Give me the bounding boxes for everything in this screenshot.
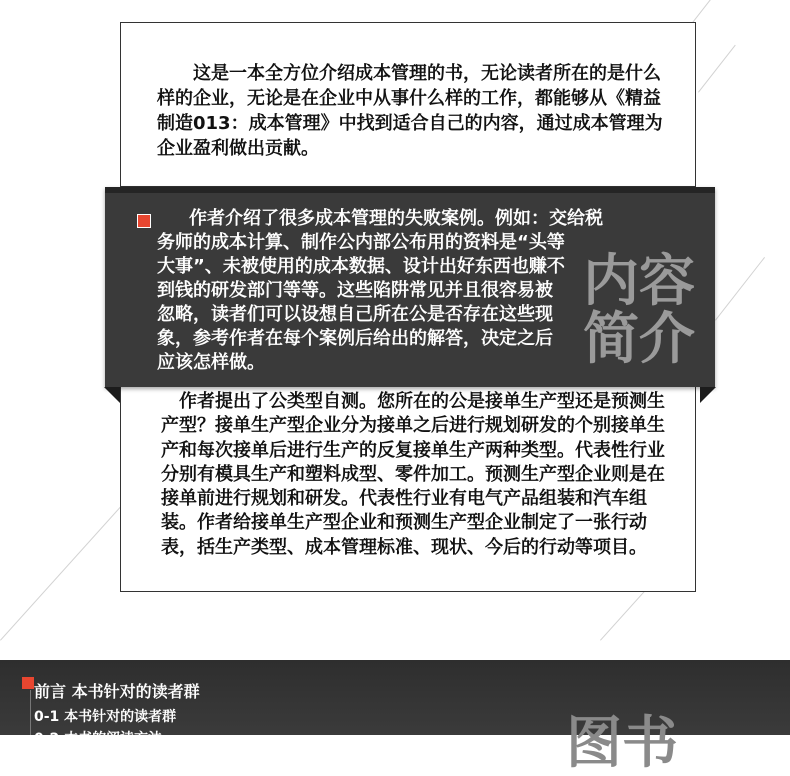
- panel-top-stripe: [105, 187, 715, 193]
- red-square-marker-icon: [22, 677, 34, 689]
- panel-fold-left: [104, 387, 120, 403]
- decorative-line: [698, 45, 736, 93]
- table-of-contents: [0, 660, 790, 776]
- decorative-line: [690, 0, 749, 26]
- intro-box-top: [120, 22, 696, 187]
- intro-paragraph-2-rest: 务师的成本计算、制作公内部公布用的资料是“头等大事”、未被使用的成本数据、设计出好东西也赚不到钱的研发部门等等。这些陷阱常见并且很容易被忽略，读者们可以设想自己所在公是否存在这些现象，参考作者在每个案例后给出的解答，决定之后应该怎样做。: [157, 232, 565, 373]
- intro-paragraph-3: 作者提出了公类型自测。您所在的公是接单生产型还是预测生产型？接单生产型企业分为接单之后进行规划研发的个别接单生产和每次接单后进行生产的反复接单生产两种类型。代表性行业分别有模具生产和塑料成型、零件加工。预测生产型企业则是在接单前进行规划和研发。代表性行业有电气产品组装和汽车组装。作者给接单生产型企业和预测生产型企业制定了一张行动表，括生产类型、成本管理标准、现状、今后的行动等项目。: [161, 391, 665, 558]
- toc-heading: 前言 本书针对的读者群: [34, 682, 200, 701]
- toc-item: 0-2 本书的阅读方法: [34, 731, 163, 747]
- decorative-line: [0, 506, 121, 640]
- section-title-line-2: 简介: [583, 307, 695, 372]
- red-square-bullet-icon: [137, 214, 151, 228]
- toc-vertical-rule: [30, 690, 31, 735]
- decorative-line: [715, 257, 765, 321]
- panel-fold-right: [700, 387, 716, 403]
- intro-box-bottom: [120, 387, 696, 592]
- section-title-line-1: 内容: [583, 249, 695, 314]
- toc-section-title: 图书: [566, 711, 678, 776]
- intro-paragraph-1: 这是一本全方位介绍成本管理的书，无论读者所在的是什么样的企业，无论是在企业中从事什么样的工作，都能够从《精益制造013：成本管理》中找到适合自己的内容，通过成本管理为企业盈利做出贡献。: [157, 63, 663, 159]
- intro-paragraph-2-line-1: 作者介绍了很多成本管理的失败案例。例如：交给税: [189, 208, 603, 229]
- section-title: [583, 249, 713, 372]
- intro-panel: [105, 187, 715, 387]
- toc-item: 0-1 本书针对的读者群: [34, 709, 177, 725]
